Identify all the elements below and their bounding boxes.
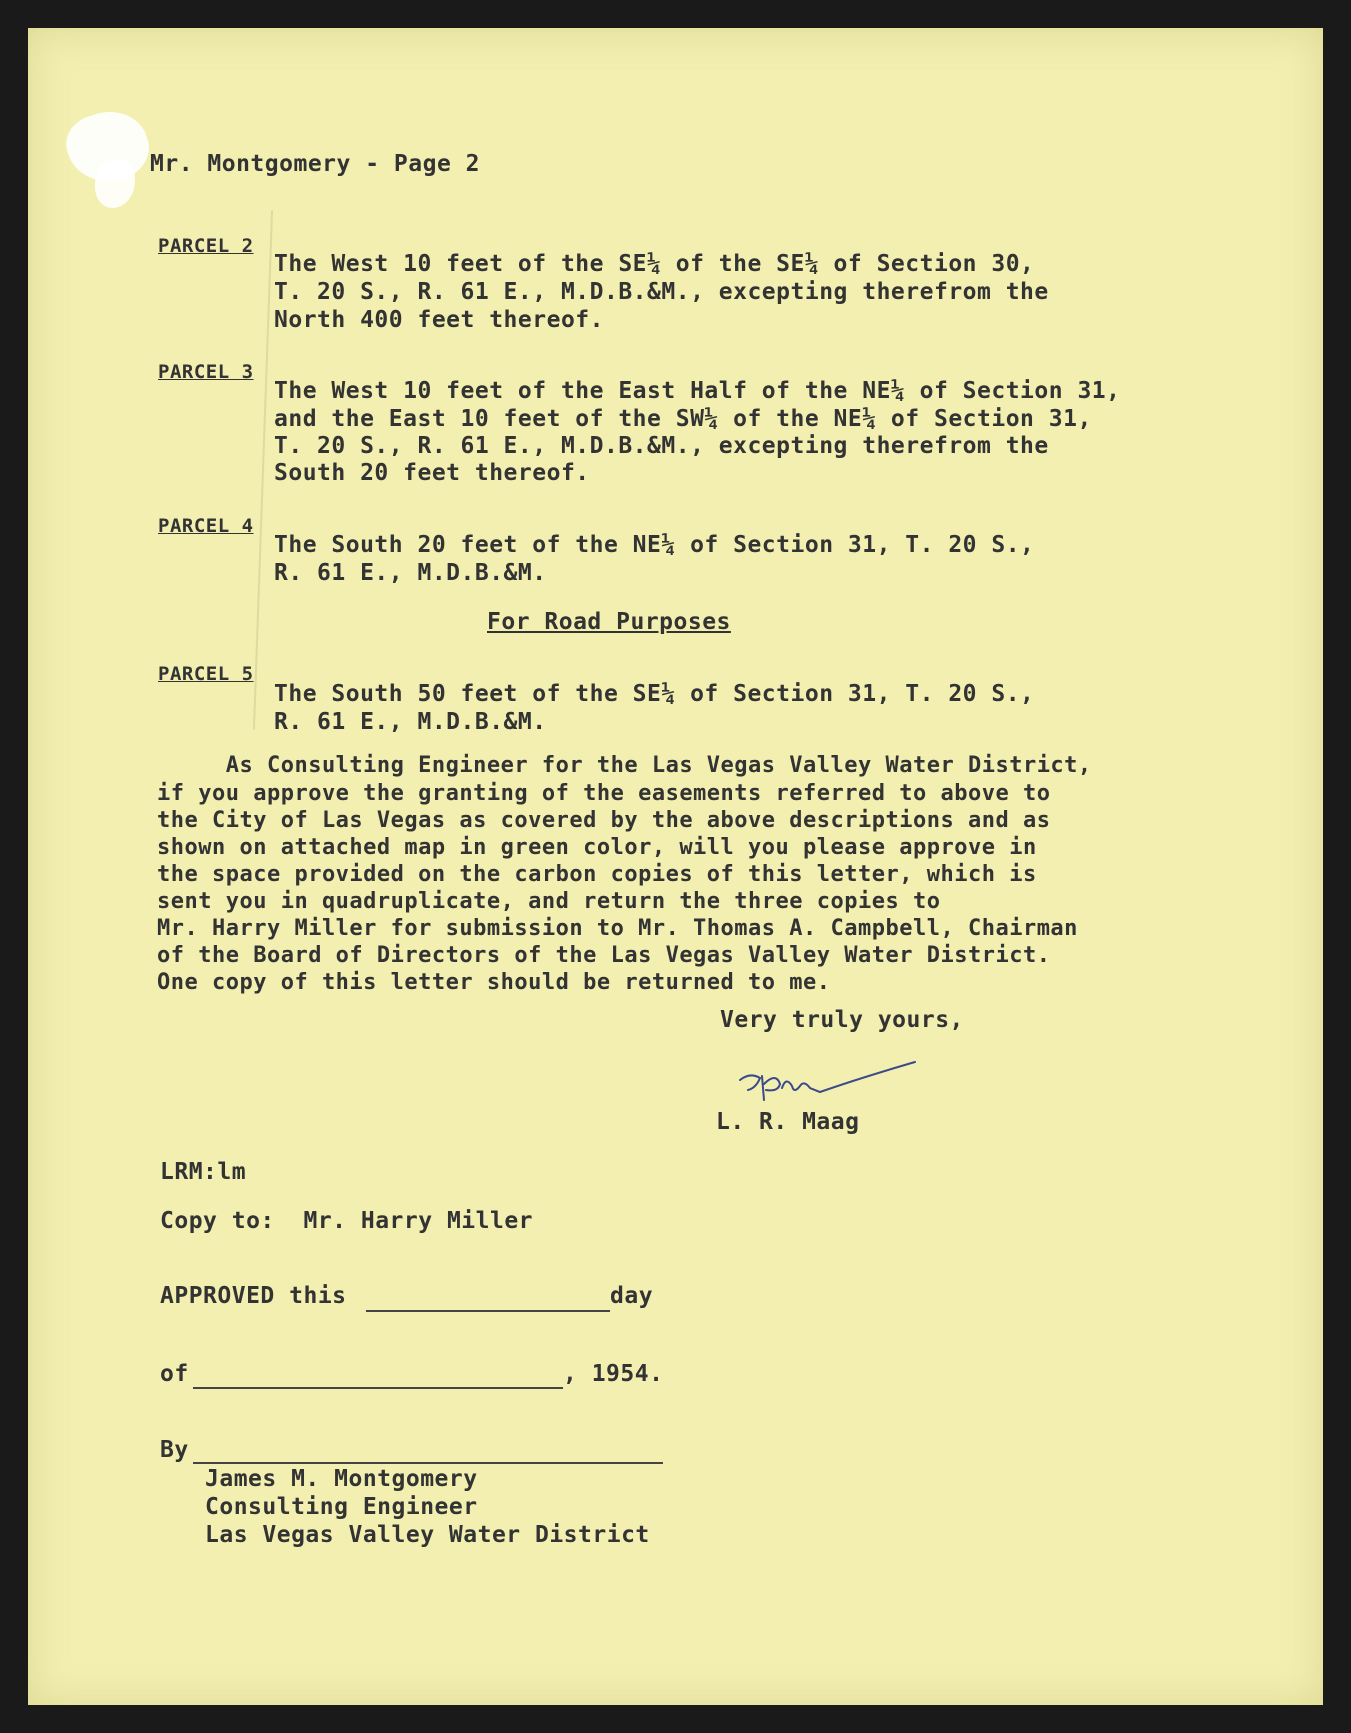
parcel-3-line-1: The West 10 feet of the East Half of the NE¼ of Section 31, xyxy=(274,378,1121,404)
closing: Very truly yours, xyxy=(720,1007,964,1033)
body-line-7: Mr. Harry Miller for submission to Mr. Thomas A. Campbell, Chairman xyxy=(157,916,1078,941)
body-line-4: shown on attached map in green color, will you please approve in xyxy=(157,835,1037,860)
parcel-4-line-2: R. 61 E., M.D.B.&M. xyxy=(274,560,547,586)
parcel-5-line-1: The South 50 feet of the SE¼ of Section 31, T. 20 S., xyxy=(274,681,1035,707)
by-label: By xyxy=(160,1437,189,1463)
of-label: of xyxy=(160,1361,189,1387)
approver-signature-blank xyxy=(193,1462,663,1464)
approver-name: James M. Montgomery xyxy=(205,1466,478,1492)
approver-title: Consulting Engineer xyxy=(205,1494,478,1520)
body-line-9: One copy of this letter should be returned to me. xyxy=(157,970,831,995)
signer-name: L. R. Maag xyxy=(716,1109,860,1135)
approved-month-blank xyxy=(193,1387,563,1389)
parcel-3-line-2: and the East 10 feet of the SW¼ of the NE¼ of Section 31, xyxy=(274,406,1092,432)
parcel-4-line-1: The South 20 feet of the NE¼ of Section 31, T. 20 S., xyxy=(274,532,1035,558)
approved-label: APPROVED this xyxy=(160,1283,347,1309)
approver-organization: Las Vegas Valley Water District xyxy=(205,1522,650,1548)
parcel-3-line-3: T. 20 S., R. 61 E., M.D.B.&M., excepting therefrom the xyxy=(274,433,1049,459)
approved-day-blank xyxy=(366,1310,610,1312)
body-line-1: As Consulting Engineer for the Las Vegas Valley Water District, xyxy=(157,753,1092,778)
parcel-3-line-4: South 20 feet thereof. xyxy=(274,460,590,486)
copy-to: Copy to: Mr. Harry Miller xyxy=(160,1208,534,1234)
parcel-2-line-3: North 400 feet thereof. xyxy=(274,307,604,333)
body-line-6: sent you in quadruplicate, and return the three copies to xyxy=(157,889,941,914)
parcel-3-label: PARCEL 3 xyxy=(158,361,254,383)
approval-year: , 1954. xyxy=(563,1361,664,1387)
body-line-3: the City of Las Vegas as covered by the above descriptions and as xyxy=(157,808,1051,833)
parcel-2-line-1: The West 10 feet of the SE¼ of the SE¼ of Section 30, xyxy=(274,251,1035,277)
parcel-5-label: PARCEL 5 xyxy=(158,663,254,685)
parcel-2-label: PARCEL 2 xyxy=(158,235,254,257)
body-line-2: if you approve the granting of the easements referred to above to xyxy=(157,781,1051,806)
parcel-5-line-2: R. 61 E., M.D.B.&M. xyxy=(274,709,547,735)
parcel-2-line-2: T. 20 S., R. 61 E., M.D.B.&M., excepting therefrom the xyxy=(274,279,1049,305)
reference-initials: LRM:lm xyxy=(160,1159,247,1185)
page-header: Mr. Montgomery - Page 2 xyxy=(150,151,480,177)
road-purposes-heading: For Road Purposes xyxy=(487,609,731,635)
parcel-4-label: PARCEL 4 xyxy=(158,515,254,537)
body-line-5: the space provided on the carbon copies of this letter, which is xyxy=(157,862,1037,887)
body-line-8: of the Board of Directors of the Las Vegas Valley Water District. xyxy=(157,943,1051,968)
approved-day-label: day xyxy=(610,1283,654,1309)
